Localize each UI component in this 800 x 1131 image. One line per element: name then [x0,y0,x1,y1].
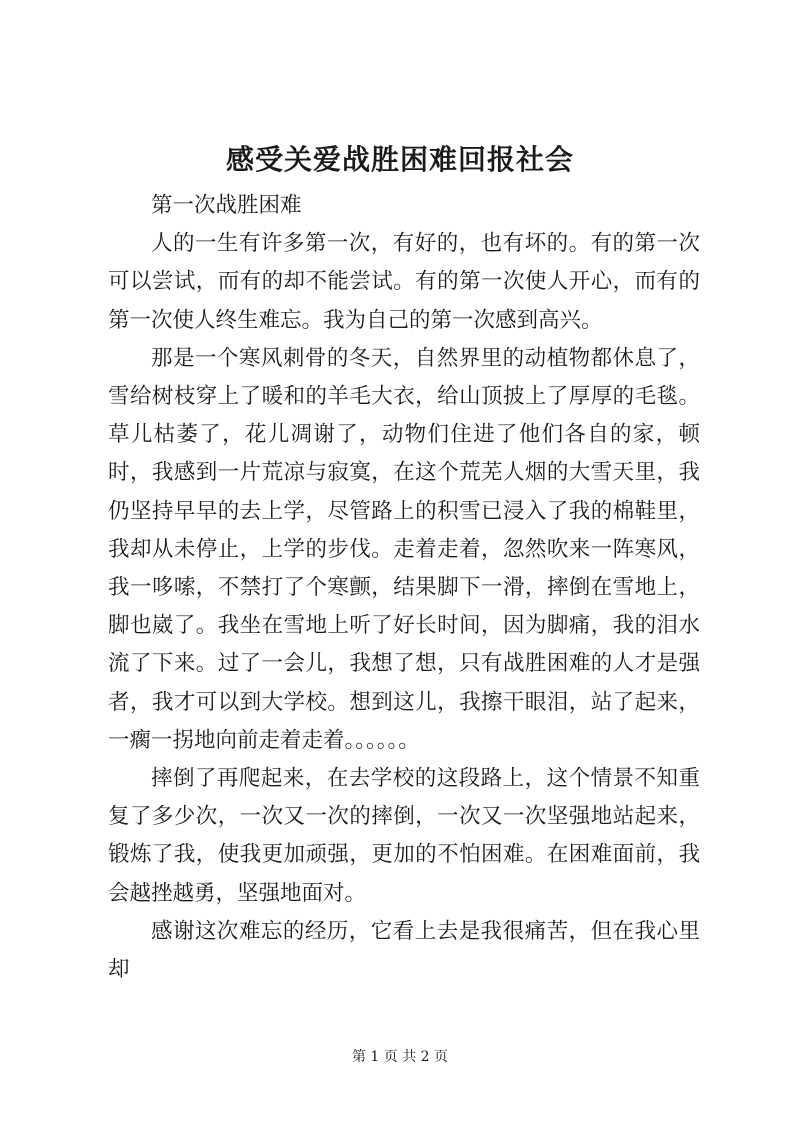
page-footer [0,1047,800,1067]
paragraph-3: 摔倒了再爬起来，在去学校的这段路上，这个情景不知重复了多少次，一次又一次的摔倒，一次又一次坚强地站起来，锻炼了我，使我更加顽强，更加的不怕困难。在困难面前，我会越挫越勇，坚强地面对。 [108,766,700,906]
paragraph-4: 感谢这次难忘的经历，它看上去是我很痛苦，但在我心里却 [108,918,700,983]
section-heading: 第一次战胜困难 [151,193,302,218]
document-body [108,187,700,989]
paragraph-2: 那是一个寒风刺骨的冬天，自然界里的动植物都休息了，雪给树枝穿上了暖和的羊毛大衣，给山顶披上了厚厚的毛毯。草儿枯萎了，花儿凋谢了，动物们住进了他们各自的家，顿时，我感到一片荒凉与寂寞，在这个荒芜人烟的大雪天里，我仍坚持早早的去上学，尽管路上的积雪已浸入了我的棉鞋里，我却从未停止，上学的步伐。走着走着，忽然吹来一阵寒风，我一哆嗦，不禁打了个寒颤，结果脚下一滑，摔倒在雪地上，脚也崴了。我坐在雪地上听了好长时间，因为脚痛，我的泪水流了下来。过了一会儿，我想了想，只有战胜困难的人才是强者，我才可以到大学校。想到这儿，我擦干眼泪，站了起来，一瘸一拐地向前走着走着。。。。。。 [108,345,700,753]
page-number: 第 1 页 共 2 页 [351,1049,449,1065]
paragraph-1: 人的一生有许多第一次，有好的，也有坏的。有的第一次可以尝试，而有的却不能尝试。有的第一次使人开心，而有的第一次使人终生难忘。我为自己的第一次感到高兴。 [108,231,700,333]
document-title: 感受关爱战胜困难回报社会 [225,143,574,176]
